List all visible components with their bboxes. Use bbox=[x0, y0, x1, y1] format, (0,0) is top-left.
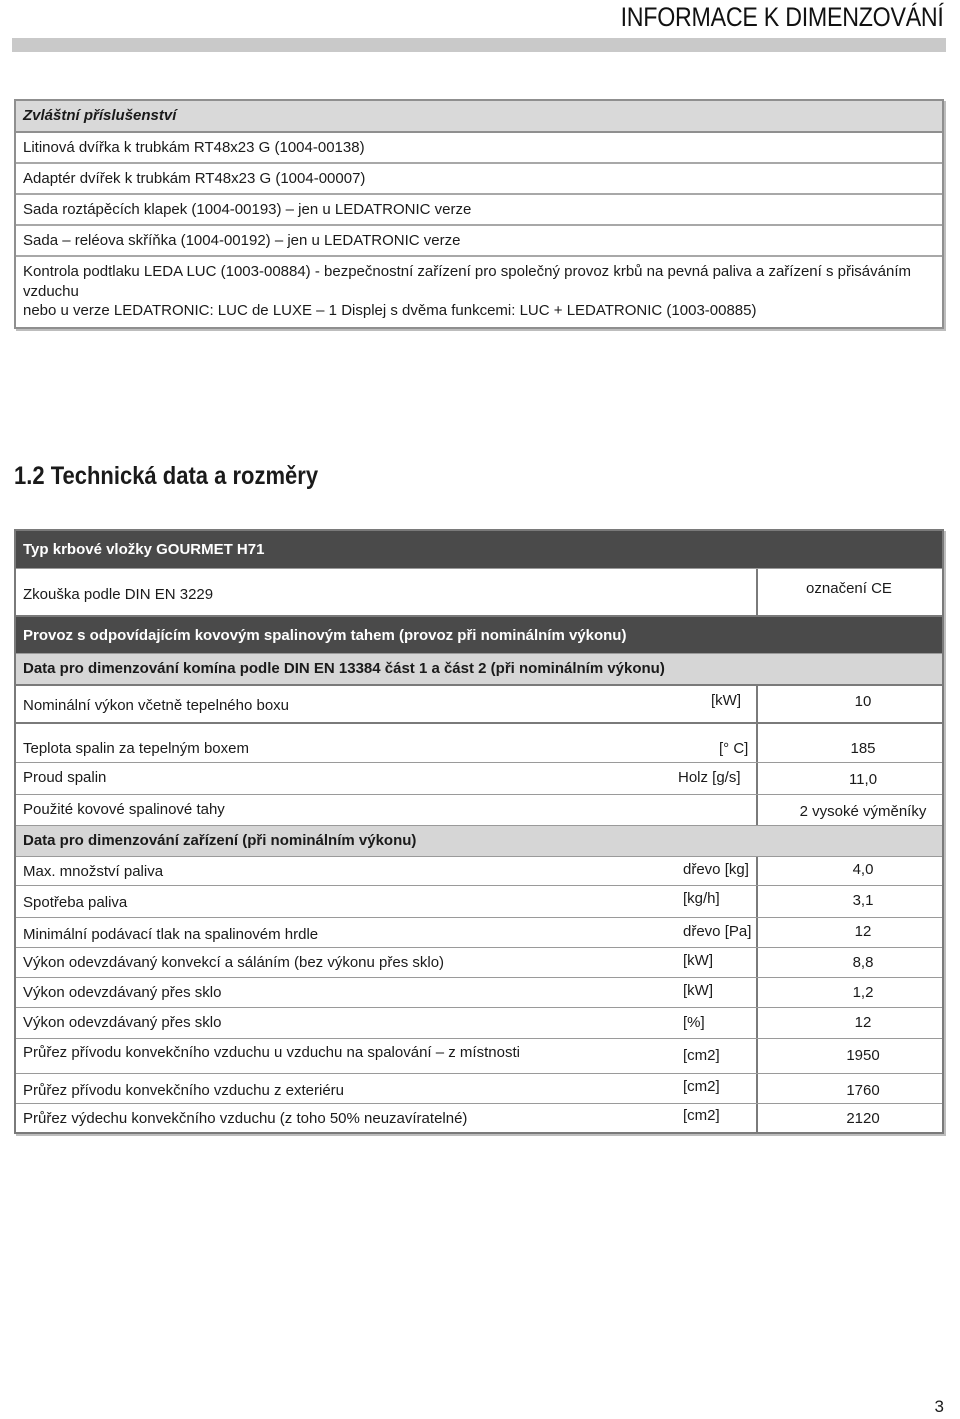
row-value: 10 bbox=[854, 693, 872, 710]
type-row bbox=[16, 531, 942, 569]
row-value: 185 bbox=[850, 740, 876, 757]
row-value: 2 vysoké výměníky bbox=[799, 803, 927, 820]
row-unit: [cm2] bbox=[683, 1047, 720, 1064]
row-value: 11,0 bbox=[848, 771, 878, 788]
table-row bbox=[16, 978, 942, 1008]
row-unit: [%] bbox=[683, 1014, 705, 1031]
row-unit: [cm2] bbox=[683, 1107, 720, 1124]
test-value: označení CE bbox=[806, 580, 892, 597]
row-value: 4,0 bbox=[852, 861, 874, 878]
row-label: Max. množství paliva bbox=[23, 863, 164, 880]
accessory-item: Sada – reléova skříňka (1004-00192) – jen u LEDATRONIC verze bbox=[16, 226, 942, 257]
row-value: 1760 bbox=[846, 1082, 880, 1099]
device-heading-row bbox=[16, 826, 942, 857]
table-row bbox=[16, 948, 942, 978]
table-row bbox=[16, 724, 942, 763]
row-label: Průřez přívodu konvekčního vzduchu u vzduchu na spalování – z místnosti bbox=[23, 1044, 520, 1061]
accessory-item: Adaptér dvířek k trubkám RT48x23 G (1004-00007) bbox=[16, 164, 942, 195]
row-label: Proud spalin bbox=[23, 769, 107, 786]
table-row bbox=[16, 1008, 942, 1039]
row-label: Výkon odevzdávaný přes sklo bbox=[23, 984, 222, 1001]
table-row bbox=[16, 686, 942, 724]
accessory-item: Sada roztápěcích klapek (1004-00193) – jen u LEDATRONIC verze bbox=[16, 195, 942, 226]
accessories-heading: Zvláštní příslušenství bbox=[16, 101, 942, 133]
row-label: Minimální podávací tlak na spalinovém hrdle bbox=[23, 926, 319, 943]
table-row bbox=[16, 795, 942, 826]
row-label: Spotřeba paliva bbox=[23, 894, 128, 911]
row-unit: dřevo [Pa] bbox=[683, 923, 752, 940]
accessory-line: Kontrola podtlaku LEDA LUC (1003-00884) - bezpečnostní zařízení pro společný provoz krbů na pevná paliva a zařízení s přisáváním bbox=[23, 263, 911, 280]
table-row bbox=[16, 763, 942, 795]
table-row bbox=[16, 886, 942, 918]
row-unit: [° C] bbox=[719, 740, 749, 757]
test-label: Zkouška podle DIN EN 3229 bbox=[23, 586, 214, 603]
row-value: 1,2 bbox=[852, 984, 874, 1001]
row-unit: dřevo [kg] bbox=[683, 861, 749, 878]
row-label: Průřez přívodu konvekčního vzduchu z exteriéru bbox=[23, 1082, 344, 1099]
table-row bbox=[16, 1104, 942, 1132]
chimney-heading: Data pro dimenzování komína podle DIN EN 13384 část 1 a část 2 (při nominálním výkonu) bbox=[23, 660, 665, 677]
row-label: Výkon odevzdávaný přes sklo bbox=[23, 1014, 222, 1031]
accessory-item: Litinová dvířka k trubkám RT48x23 G (1004-00138) bbox=[16, 133, 942, 164]
row-unit: [kW] bbox=[711, 692, 741, 709]
table-row bbox=[16, 1039, 942, 1074]
row-unit: [kg/h] bbox=[683, 890, 720, 907]
section-heading: 1.2 Technická data a rozměry bbox=[14, 462, 319, 490]
header-bar bbox=[12, 38, 946, 52]
operation-label: Provoz s odpovídajícím kovovým spalinovým tahem (provoz při nominálním výkonu) bbox=[23, 627, 627, 644]
accessories-table bbox=[14, 99, 944, 329]
row-value: 12 bbox=[854, 923, 872, 940]
type-label: Typ krbové vložky GOURMET H71 bbox=[23, 541, 265, 558]
row-label: Použité kovové spalinové tahy bbox=[23, 801, 225, 818]
row-unit: Holz [g/s] bbox=[678, 769, 741, 786]
row-label: Průřez výdechu konvekčního vzduchu (z toho 50% neuzavíratelné) bbox=[23, 1110, 468, 1127]
test-row bbox=[16, 569, 942, 617]
row-unit: [cm2] bbox=[683, 1078, 720, 1095]
row-unit: [kW] bbox=[683, 982, 713, 999]
row-label: Teplota spalin za tepelným boxem bbox=[23, 740, 249, 757]
table-row bbox=[16, 857, 942, 886]
accessory-item-luc bbox=[16, 257, 942, 327]
row-value: 1950 bbox=[846, 1047, 880, 1064]
chimney-heading-row bbox=[16, 654, 942, 686]
row-label: Výkon odevzdávaný konvekcí a sáláním (bez výkonu přes sklo) bbox=[23, 954, 445, 971]
table-row bbox=[16, 1074, 942, 1104]
accessory-line: nebo u verze LEDATRONIC: LUC de LUXE – 1 Displej s dvěma funkcemi: LUC + LEDATRONIC (1003-00885) bbox=[23, 302, 757, 319]
page-number: 3 bbox=[934, 1397, 944, 1416]
row-value: 8,8 bbox=[852, 954, 874, 971]
row-value: 3,1 bbox=[852, 892, 874, 909]
table-row bbox=[16, 918, 942, 948]
row-value: 2120 bbox=[846, 1110, 880, 1127]
device-heading: Data pro dimenzování zařízení (při nominálním výkonu) bbox=[23, 832, 417, 849]
accessory-line: vzduchu bbox=[23, 282, 79, 300]
row-value: 12 bbox=[854, 1014, 872, 1031]
row-unit: [kW] bbox=[683, 952, 713, 969]
row-label: Nominální výkon včetně tepelného boxu bbox=[23, 697, 290, 714]
technical-data-table bbox=[14, 529, 944, 1134]
operation-row bbox=[16, 617, 942, 654]
page-header-title: INFORMACE K DIMENZOVÁNÍ bbox=[620, 2, 944, 32]
